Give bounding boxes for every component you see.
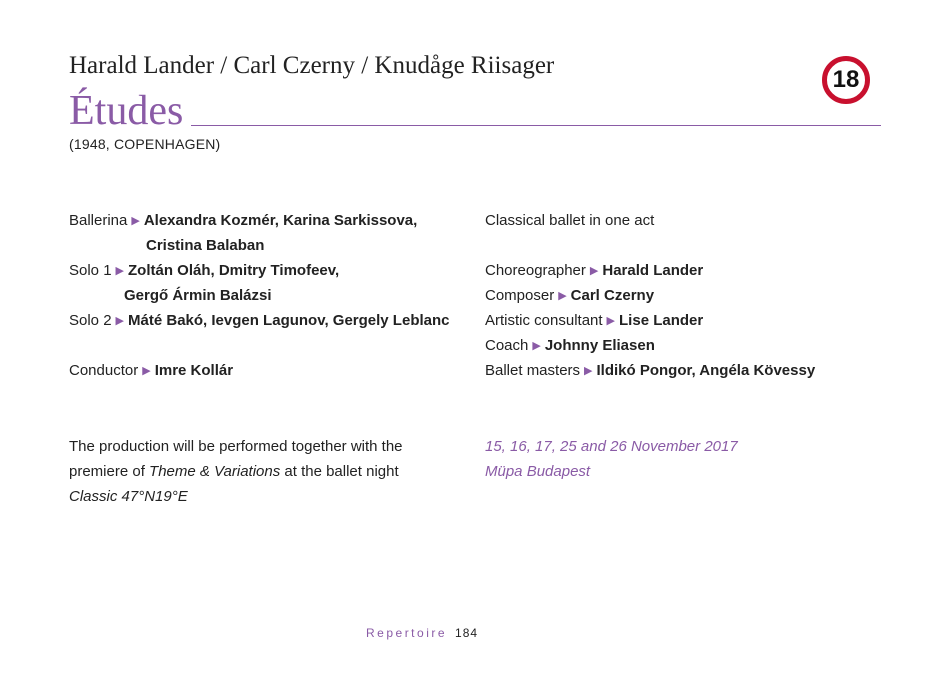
- title-row: [69, 88, 881, 134]
- right-triangle-icon: ▶: [532, 340, 541, 352]
- title-divider: [191, 125, 881, 126]
- spacer: [69, 333, 469, 358]
- performance-dates: 15, 16, 17, 25 and 26 November 2017: [485, 438, 738, 455]
- solo1-names-cont: Gergő Ármin Balázsi: [124, 287, 272, 304]
- solo1-names: Zoltán Oláh, Dmitry Timofeev,: [128, 262, 340, 279]
- premiere-info: (1948, COPENHAGEN): [69, 136, 221, 152]
- right-triangle-icon: ▶: [142, 365, 151, 377]
- cast-solo1: [69, 258, 469, 283]
- choreographer-name: Harald Lander: [602, 262, 704, 279]
- note-line-2: [69, 459, 469, 484]
- consultant-name: Lise Lander: [619, 312, 704, 329]
- age-rating-value: 18: [832, 66, 860, 93]
- page-title: Études: [69, 88, 184, 134]
- composer-name: Carl Czerny: [570, 287, 655, 304]
- ballerina-label: Ballerina: [69, 212, 128, 229]
- right-triangle-icon: ▶: [589, 265, 599, 277]
- right-triangle-icon: ▶: [131, 215, 140, 227]
- page-number: 184: [455, 626, 479, 640]
- credits-column: [485, 208, 915, 383]
- right-triangle-icon: ▶: [558, 290, 567, 302]
- ballet-description: Classical ballet in one act: [485, 212, 655, 229]
- right-triangle-icon: ▶: [584, 365, 593, 377]
- note-line-1: The production will be performed together with the: [69, 438, 403, 455]
- note-line-2-suffix: at the ballet night: [280, 463, 399, 480]
- credit-composer: [485, 283, 915, 308]
- right-triangle-icon: ▶: [115, 315, 125, 327]
- ballerina-names: Alexandra Kozmér, Karina Sarkissova,: [143, 212, 418, 229]
- cast-column: [69, 208, 469, 383]
- footer-section: Repertoire: [366, 626, 448, 640]
- conductor-name: Imre Kollár: [154, 362, 234, 379]
- coach-name: Johnny Eliasen: [544, 337, 655, 354]
- solo2-label: Solo 2: [69, 312, 112, 329]
- conductor-label: Conductor: [69, 362, 139, 379]
- note-work-title: Theme & Variations: [149, 463, 281, 480]
- age-rating-badge: [822, 56, 870, 104]
- right-triangle-icon: ▶: [115, 265, 125, 277]
- solo2-names: Máté Bakó, Ievgen Lagunov, Gergely Leblanc: [128, 312, 450, 329]
- credit-coach: [485, 333, 915, 358]
- right-triangle-icon: ▶: [606, 315, 616, 327]
- spacer: [485, 233, 915, 258]
- coach-label: Coach: [485, 337, 529, 354]
- solo1-label: Solo 1: [69, 262, 112, 279]
- credit-consultant: [485, 308, 915, 333]
- note-line-3: [69, 484, 469, 509]
- production-note: [69, 434, 469, 509]
- authors-line: Harald Lander / Carl Czerny / Knudåge Riisager: [69, 52, 555, 79]
- performance-info: [485, 434, 738, 484]
- cast-ballerina-cont: [69, 233, 469, 258]
- credit-choreographer: [485, 258, 915, 283]
- credit-ballet-masters: [485, 358, 915, 383]
- ballet-masters-names: Ildikó Pongor, Angéla Kövessy: [596, 362, 816, 379]
- composer-label: Composer: [485, 287, 555, 304]
- cast-conductor: [69, 358, 469, 383]
- note-event-title: Classic 47°N19°E: [69, 488, 188, 505]
- cast-solo1-cont: [69, 283, 469, 308]
- choreographer-label: Choreographer: [485, 262, 586, 279]
- consultant-label: Artistic consultant: [485, 312, 603, 329]
- cast-ballerina: [69, 208, 469, 233]
- ballet-masters-label: Ballet masters: [485, 362, 581, 379]
- cast-solo2: [69, 308, 469, 333]
- note-line-2-prefix: premiere of: [69, 463, 150, 480]
- performance-venue: Müpa Budapest: [485, 463, 591, 480]
- ballerina-names-cont: Cristina Balaban: [146, 237, 265, 254]
- page-footer: [366, 626, 478, 640]
